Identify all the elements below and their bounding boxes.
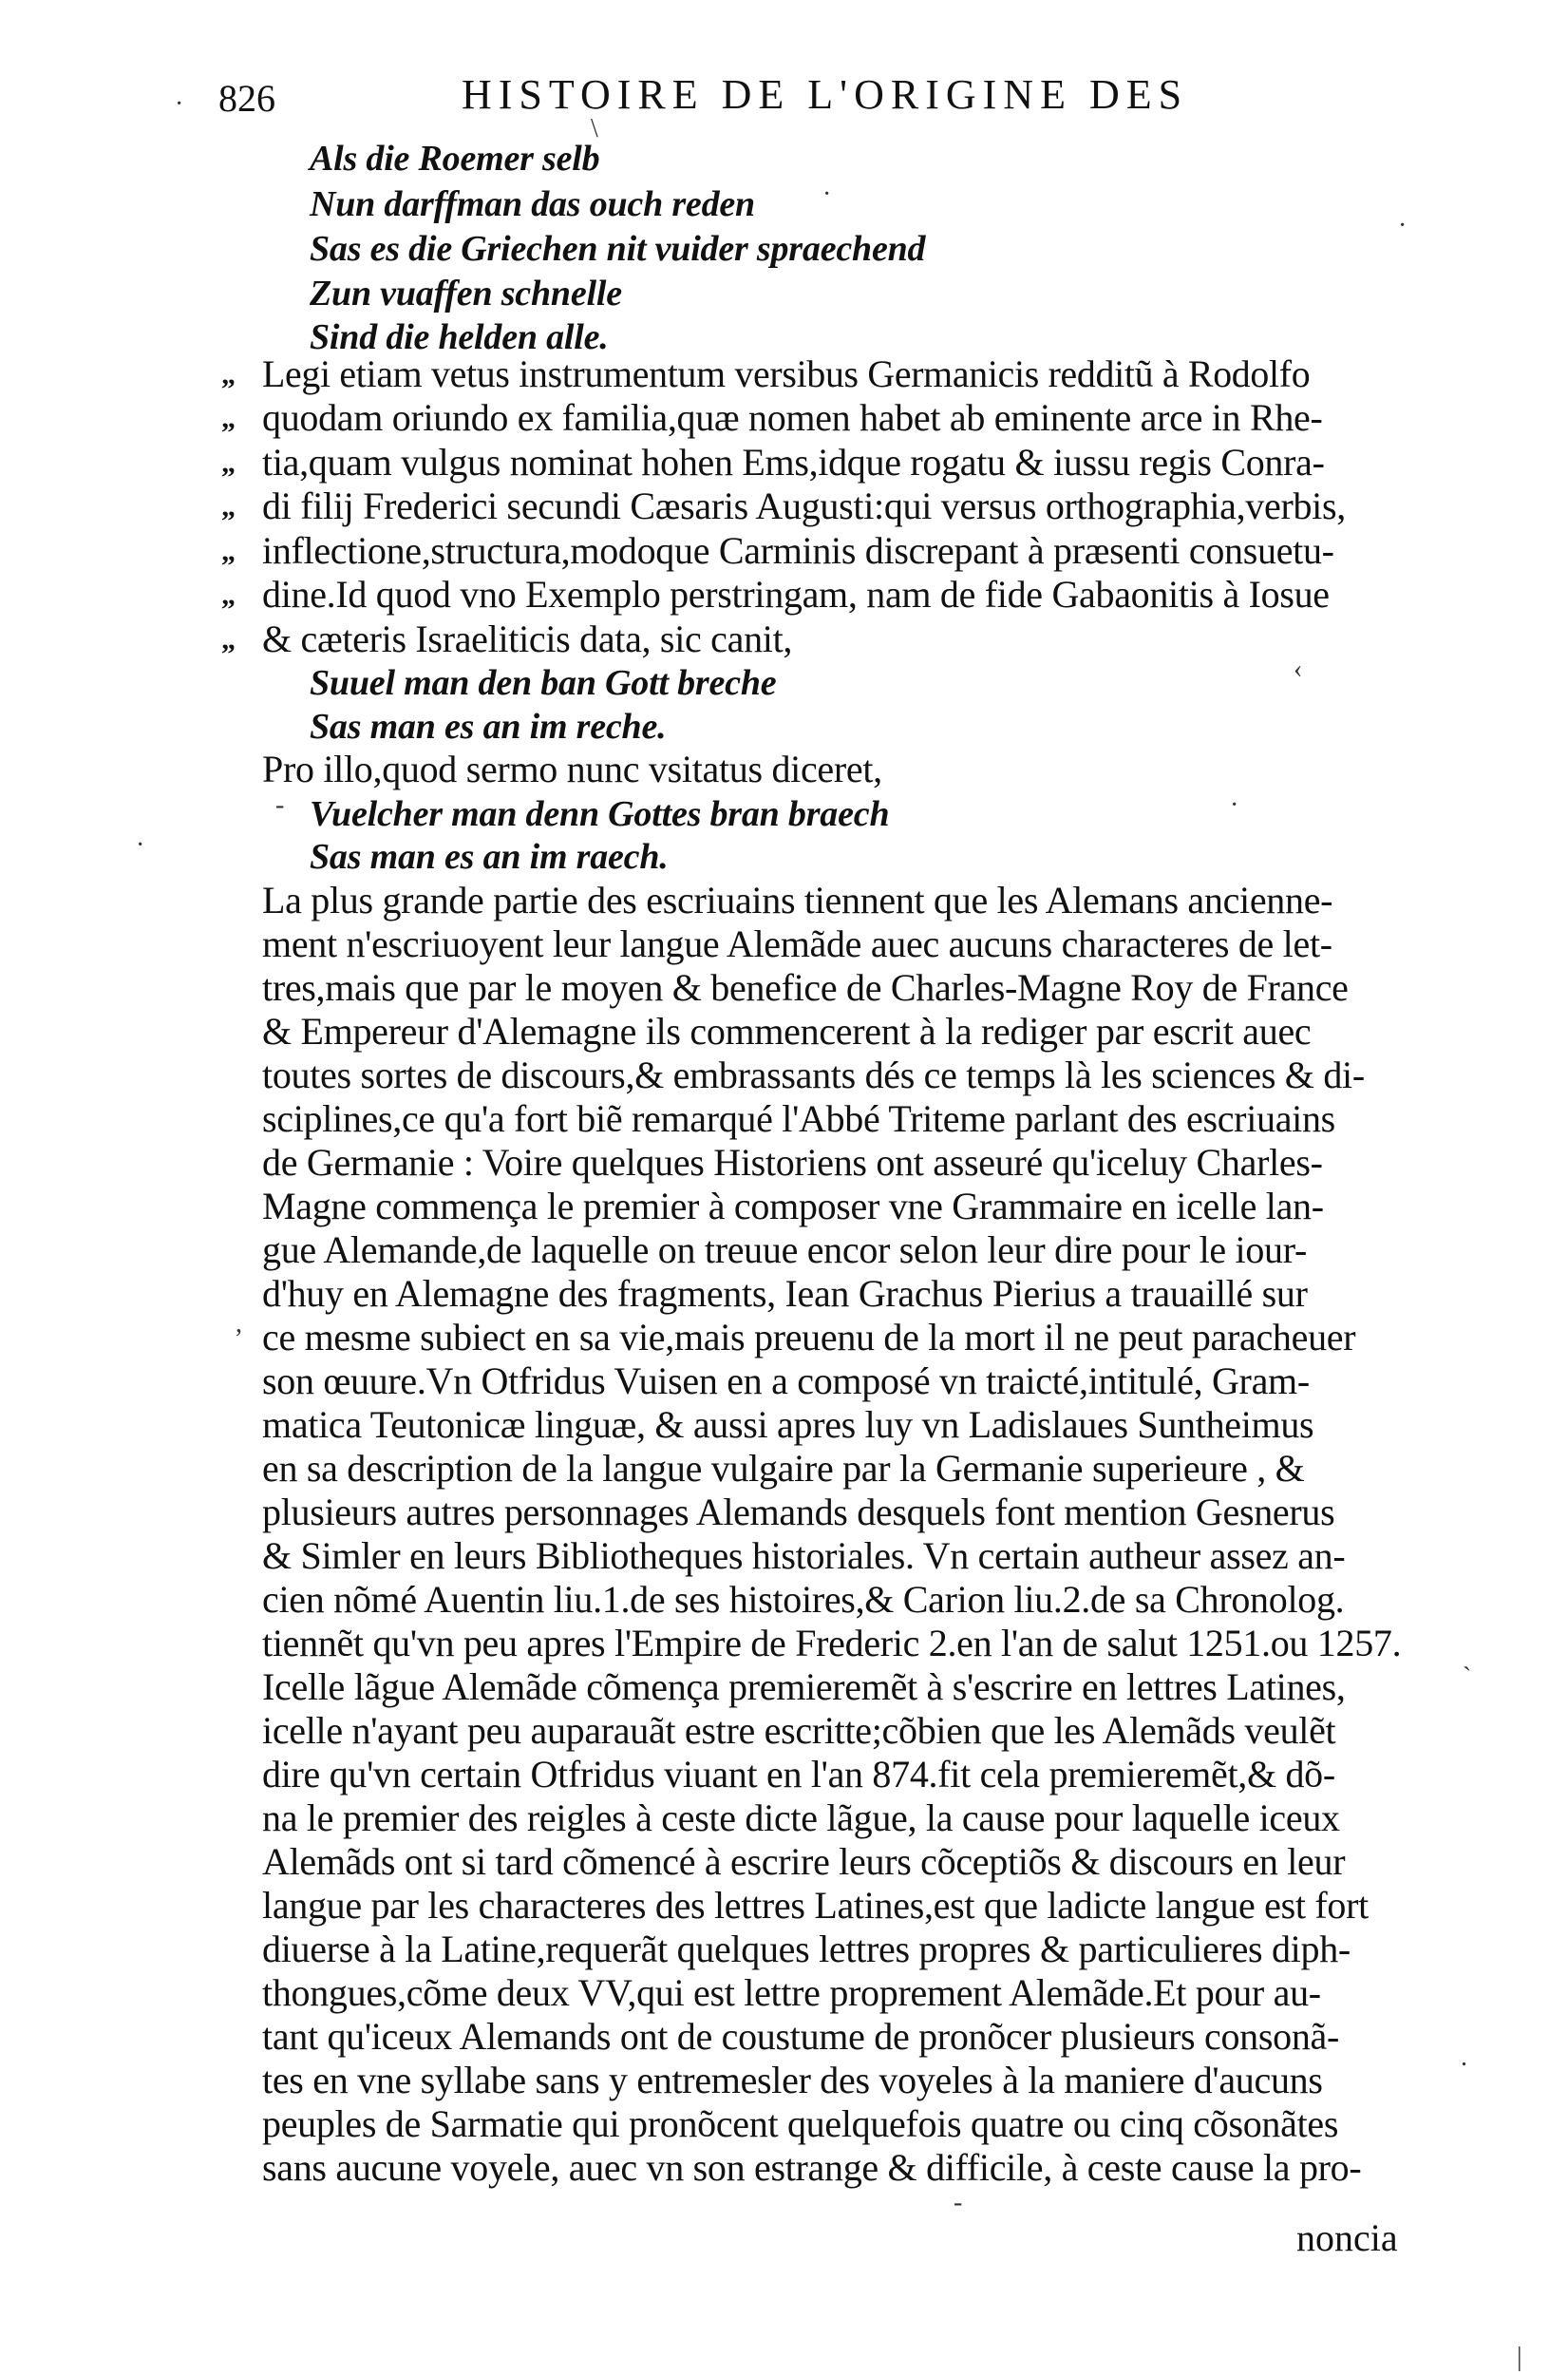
- ink-speck: ·: [136, 830, 145, 860]
- text-line: matica Teutonicæ linguæ, & aussi apres luy vn Ladislaues Suntheimus: [262, 1403, 1314, 1446]
- text-line: toutes sortes de discours,& embrassants dés ce temps là les sciences & di-: [262, 1054, 1365, 1096]
- text-line: dire qu'vn certain Otfridus viuant en l'an 874.fit cela premieremẽt,& dõ-: [262, 1753, 1335, 1796]
- ink-speck: ‹: [1294, 655, 1303, 684]
- text-line: icelle n'ayant peu auparauãt estre escritte;cõbien que les Alemãds veulẽt: [262, 1709, 1336, 1752]
- text-line: tiennẽt qu'vn peu apres l'Empire de Frederic 2.en l'an de salut 1251.ou 1257.: [262, 1622, 1402, 1664]
- quotation-mark: „: [221, 447, 236, 479]
- text-line: Pro illo,quod sermo nunc vsitatus diceret,: [262, 748, 882, 790]
- text-line: d'huy en Alemagne des fragments, Iean Grachus Pierius a trauaillé sur: [262, 1272, 1308, 1315]
- text-line: tres,mais que par le moyen & benefice de Charles-Magne Roy de France: [262, 966, 1349, 1009]
- text-line: di filij Frederici secundi Cæsaris Augusti:qui versus orthographia,verbis,: [262, 484, 1346, 527]
- ink-speck: -: [275, 790, 285, 820]
- text-line: sans aucune voyele, auec vn son estrange & difficile, à ceste cause la pro-: [262, 2146, 1362, 2189]
- text-line: Icelle lãgue Alemãde cõmença premieremẽt à s'escrire en lettres Latines,: [262, 1665, 1346, 1708]
- text-line: gue Alemande,de laquelle on treuue encor selon leur dire pour le iour-: [262, 1228, 1307, 1271]
- quotation-mark: „: [221, 580, 236, 611]
- verse-line: Als die Roemer selb: [310, 139, 600, 179]
- text-line: ment n'escriuoyent leur langue Alemãde auec aucuns characteres de let-: [262, 922, 1332, 965]
- verse-line: Sas man es an im reche.: [310, 707, 667, 747]
- text-line: tes en vne syllabe sans y entremesler des voyeles à la maniere d'aucuns: [262, 2059, 1323, 2101]
- text-line: peuples de Sarmatie qui pronõcent quelquefois quatre ou cinq cõsonãtes: [262, 2102, 1339, 2145]
- ink-speck: |: [1517, 2343, 1522, 2372]
- quotation-mark: „: [221, 624, 236, 656]
- text-line: & cæteris Israeliticis data, sic canit,: [262, 618, 793, 660]
- ink-speck: ·: [822, 180, 832, 209]
- ink-speck: ·: [175, 89, 184, 119]
- text-line: Legi etiam vetus instrumentum versibus Germanicis redditũ à Rodolfo: [262, 352, 1311, 395]
- text-line: thongues,cõme deux VV,qui est lettre proprement Alemãde.Et pour au-: [262, 1971, 1321, 2014]
- page-number: 826: [218, 77, 275, 120]
- text-line: & Empereur d'Alemagne ils commencerent à la rediger par escrit auec: [262, 1010, 1312, 1053]
- text-line: Alemãds ont si tard cõmencé à escrire leurs cõceptiõs & discours en leur: [262, 1840, 1346, 1883]
- text-line: na le premier des reigles à ceste dicte lãgue, la cause pour laquelle iceux: [262, 1796, 1340, 1839]
- text-line: dine.Id quod vno Exemplo perstringam, nam de fide Gabaonitis à Iosue: [262, 573, 1330, 616]
- ink-speck: .: [1461, 2042, 1467, 2072]
- text-line: langue par les characteres des lettres Latines,est que ladicte langue est fort: [262, 1884, 1369, 1927]
- verse-line: Suuel man den ban Gott breche: [310, 663, 777, 703]
- text-line: tant qu'iceux Alemands ont de coustume de pronõcer plusieurs consonã-: [262, 2015, 1339, 2058]
- running-title: HISTOIRE DE L'ORIGINE DES: [462, 71, 1189, 118]
- verse-line: Sas man es an im raech.: [310, 837, 669, 877]
- quotation-mark: „: [221, 536, 236, 567]
- quotation-mark: „: [221, 491, 236, 522]
- quotation-mark: „: [221, 403, 236, 434]
- text-line: de Germanie : Voire quelques Historiens ont asseuré qu'iceluy Charles-: [262, 1141, 1323, 1184]
- verse-line: Zun vuaffen schnelle: [310, 274, 622, 314]
- text-line: tia,quam vulgus nominat hohen Ems,idque rogatu & iussu regis Conra-: [262, 441, 1325, 484]
- text-line: sciplines,ce qu'a fort biẽ remarqué l'Abbé Triteme parlant des escriuains: [262, 1097, 1335, 1140]
- catchword: noncia: [1296, 2216, 1398, 2259]
- text-line: quodam oriundo ex familia,quæ nomen habet ab eminente arce in Rhe-: [262, 396, 1323, 439]
- text-line: La plus grande partie des escriuains tiennent que les Alemans ancienne-: [262, 879, 1333, 922]
- text-line: & Simler en leurs Bibliotheques historiales. Vn certain autheur assez an-: [262, 1534, 1346, 1577]
- verse-line: Vuelcher man denn Gottes bran braech: [310, 794, 890, 834]
- text-line: diuerse à la Latine,requerãt quelques lettres propres & particulieres diph-: [262, 1928, 1351, 1970]
- text-line: Magne commença le premier à composer vne Grammaire en icelle lan-: [262, 1185, 1324, 1227]
- ink-speck: \: [591, 114, 598, 143]
- quotation-mark: „: [221, 359, 236, 390]
- verse-line: Sas es die Griechen nit vuider spraechend: [310, 229, 926, 269]
- ink-speck: ,: [236, 1309, 242, 1339]
- ink-speck: -: [954, 2188, 963, 2217]
- text-line: inflectione,structura,modoque Carminis discrepant à præsenti consuetu-: [262, 529, 1334, 572]
- text-line: cien nõmé Auentin liu.1.de ses histoires,& Carion liu.2.de sa Chronolog.: [262, 1578, 1345, 1621]
- ink-speck: ·: [1398, 211, 1407, 240]
- verse-line: Nun darffman das ouch reden: [310, 184, 755, 224]
- text-line: plusieurs autres personnages Alemands desquels font mention Gesnerus: [262, 1491, 1335, 1533]
- text-line: en sa description de la langue vulgaire par la Germanie superieure , &: [262, 1447, 1305, 1490]
- ink-speck: ·: [1230, 790, 1239, 820]
- verse-line: Sind die helden alle.: [310, 317, 609, 357]
- text-line: ce mesme subiect en sa vie,mais preuenu de la mort il ne peut paracheuer: [262, 1316, 1356, 1358]
- ink-speck: `: [1463, 1662, 1472, 1692]
- text-line: son œuure.Vn Otfridus Vuisen en a composé vn traicté,intitulé, Gram-: [262, 1359, 1310, 1402]
